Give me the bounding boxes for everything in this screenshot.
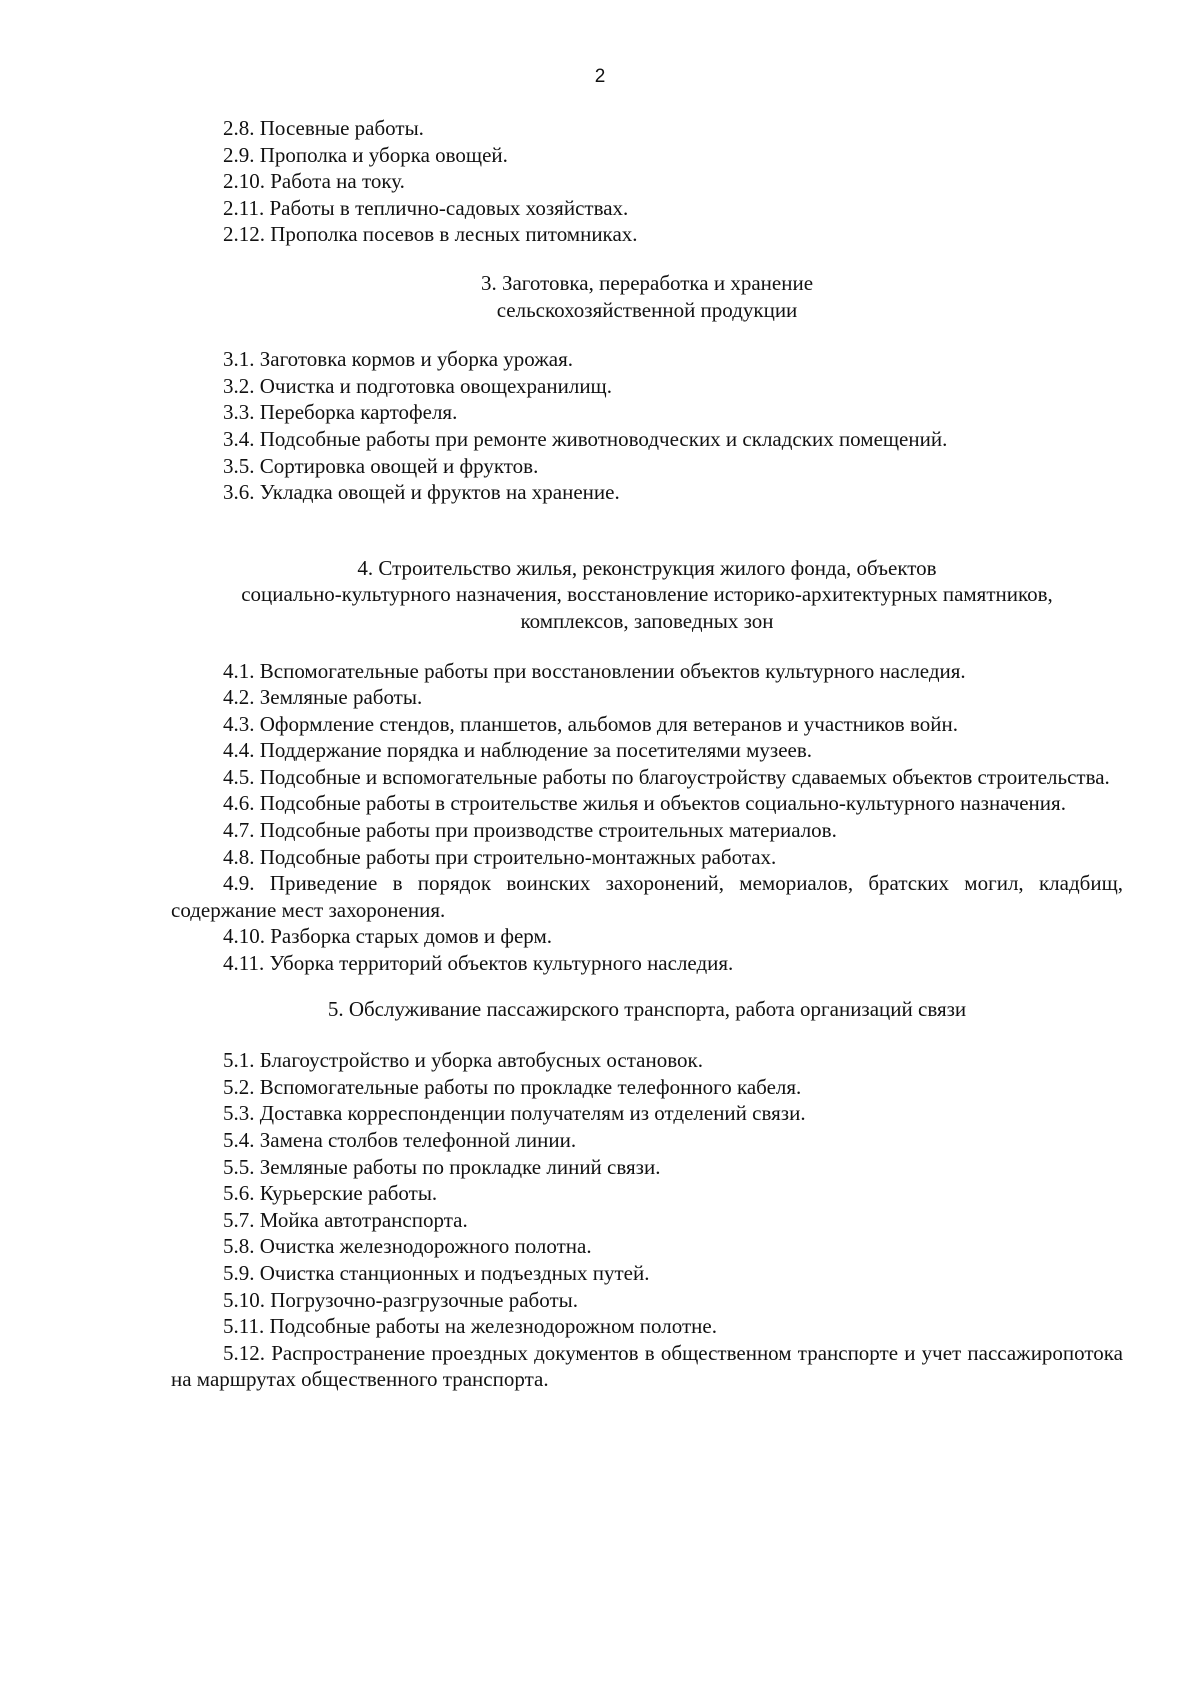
section-4-list bbox=[171, 658, 1123, 977]
list-item: 3.4. Подсобные работы при ремонте животноводческих и складских помещений. bbox=[223, 426, 948, 451]
section-2-list bbox=[171, 115, 1123, 248]
heading-line: 5. Обслуживание пассажирского транспорта, работа организаций связи bbox=[327, 996, 967, 1021]
list-item: 2.12. Прополка посевов в лесных питомниках. bbox=[223, 222, 638, 247]
list-item: 4.2. Земляные работы. bbox=[223, 685, 423, 710]
section-4-heading bbox=[171, 555, 1123, 635]
list-item: 2.9. Прополка и уборка овощей. bbox=[223, 142, 508, 167]
list-item: 4.9. Приведение в порядок воинских захоронений, мемориалов, братских могил, кладбищ, содержание мест захоронения. bbox=[171, 871, 1123, 922]
list-item: 5.1. Благоустройство и уборка автобусных остановок. bbox=[223, 1048, 703, 1073]
heading-line: социально-культурного назначения, восстановление историко-архитектурных памятников, bbox=[241, 582, 1053, 607]
section-5-heading bbox=[171, 996, 1123, 1023]
list-item: 5.3. Доставка корреспонденции получателям из отделений связи. bbox=[223, 1101, 806, 1126]
list-item: 3.5. Сортировка овощей и фруктов. bbox=[223, 453, 539, 478]
heading-line: сельскохозяйственной продукции bbox=[496, 297, 798, 322]
list-item: 5.4. Замена столбов телефонной линии. bbox=[223, 1128, 577, 1152]
list-item: 2.8. Посевные работы. bbox=[223, 116, 424, 140]
list-item: 5.7. Мойка автотранспорта. bbox=[223, 1207, 468, 1232]
list-item: 4.3. Оформление стендов, планшетов, альбомов для ветеранов и участников войн. bbox=[223, 711, 958, 736]
list-item: 3.2. Очистка и подготовка овощехранилищ. bbox=[223, 373, 612, 398]
document-body bbox=[171, 115, 1123, 1393]
list-item: 5.2. Вспомогательные работы по прокладке телефонного кабеля. bbox=[223, 1074, 802, 1099]
list-item: 5.9. Очистка станционных и подъездных путей. bbox=[223, 1260, 650, 1285]
list-item: 3.3. Переборка картофеля. bbox=[223, 400, 458, 425]
list-item: 3.1. Заготовка кормов и уборка урожая. bbox=[223, 347, 574, 372]
list-item: 5.8. Очистка железнодорожного полотна. bbox=[223, 1234, 592, 1259]
list-item: 5.11. Подсобные работы на железнодорожном полотне. bbox=[223, 1314, 717, 1339]
list-item: 4.5. Подсобные и вспомогательные работы по благоустройству сдаваемых объектов строительства. bbox=[223, 764, 1110, 789]
heading-line: комплексов, заповедных зон bbox=[520, 608, 774, 633]
list-item: 2.10. Работа на току. bbox=[223, 169, 405, 194]
list-item: 4.6. Подсобные работы в строительстве жилья и объектов социально-культурного назначения. bbox=[223, 791, 1066, 816]
list-item: 4.8. Подсобные работы при строительно-монтажных работах. bbox=[223, 844, 777, 869]
list-item: 4.7. Подсобные работы при производстве строительных материалов. bbox=[223, 818, 837, 843]
list-item: 4.4. Поддержание порядка и наблюдение за посетителями музеев. bbox=[223, 738, 813, 763]
list-item: 4.1. Вспомогательные работы при восстановлении объектов культурного наследия. bbox=[223, 658, 966, 683]
list-item: 3.6. Укладка овощей и фруктов на хранение. bbox=[223, 480, 620, 505]
list-item: 5.12. Распространение проездных документов в общественном транспорте и учет пассажиропотока на маршрутах общественного транспорта. bbox=[171, 1340, 1123, 1392]
heading-line: 3. Заготовка, переработка и хранение bbox=[480, 270, 814, 295]
list-item: 2.11. Работы в теплично-садовых хозяйствах. bbox=[223, 195, 629, 220]
section-3-heading bbox=[171, 270, 1123, 323]
list-item: 4.10. Разборка старых домов и ферм. bbox=[223, 924, 552, 949]
list-item: 5.10. Погрузочно-разгрузочные работы. bbox=[223, 1287, 579, 1312]
list-item: 4.11. Уборка территорий объектов культурного наследия. bbox=[223, 951, 734, 976]
section-5-list bbox=[171, 1047, 1123, 1393]
list-item: 5.6. Курьерские работы. bbox=[223, 1181, 438, 1206]
page-number: 2 bbox=[594, 66, 606, 87]
list-item: 5.5. Земляные работы по прокладке линий связи. bbox=[223, 1154, 661, 1179]
heading-line: 4. Строительство жилья, реконструкция жилого фонда, объектов bbox=[357, 555, 937, 580]
section-3-list bbox=[171, 346, 1123, 506]
